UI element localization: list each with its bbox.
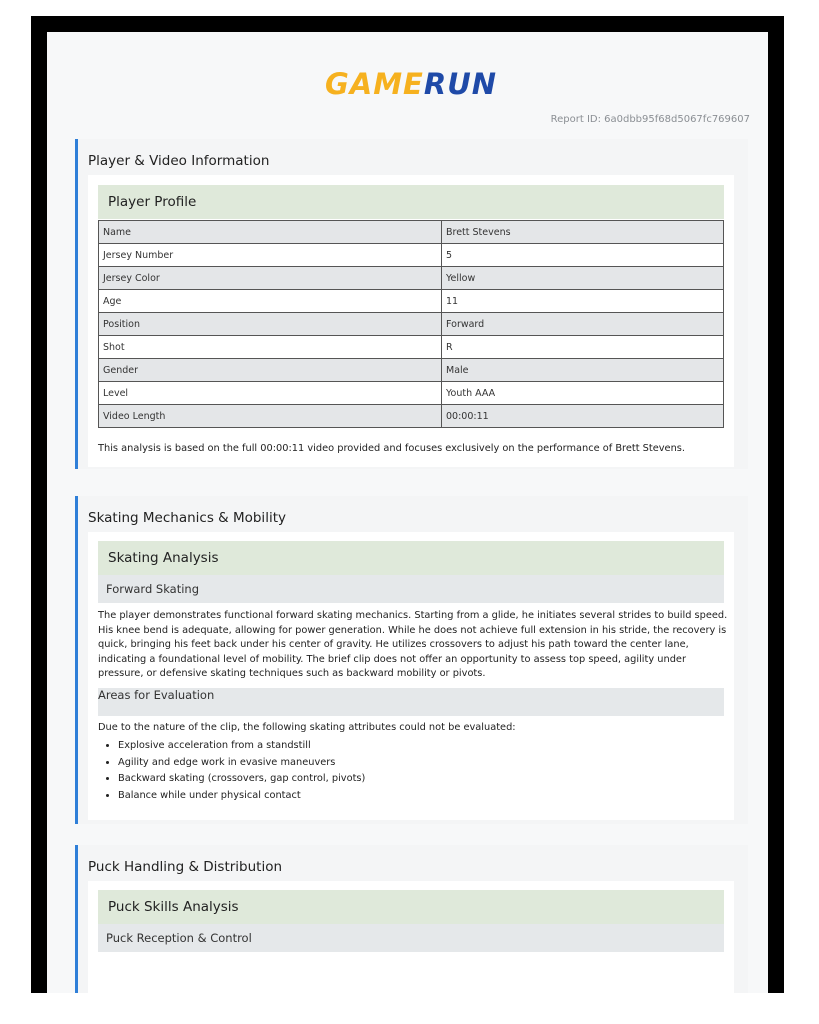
row-value: Brett Stevens	[442, 221, 724, 244]
row-value: R	[442, 336, 724, 359]
logo-part-game: GAME	[324, 67, 424, 101]
sub-header-puck-reception	[98, 924, 724, 952]
list-item: • Balance while under physical contact	[118, 788, 365, 805]
report-id: Report ID: 6a0dbb95f68d5067fc769607	[550, 114, 750, 125]
table-row	[99, 382, 724, 405]
row-value: Youth AAA	[442, 382, 724, 405]
row-label: Age	[99, 290, 442, 313]
document-frame	[31, 16, 784, 993]
table-row	[99, 336, 724, 359]
logo-part-run: RUN	[423, 67, 498, 101]
row-value: Forward	[442, 313, 724, 336]
table-row	[99, 221, 724, 244]
row-label: Jersey Color	[99, 267, 442, 290]
row-label: Level	[99, 382, 442, 405]
section-puck-handling	[75, 845, 748, 993]
row-label: Jersey Number	[99, 244, 442, 267]
sub-header-forward-skating	[98, 575, 724, 603]
row-label: Gender	[99, 359, 442, 382]
evaluation-intro: Due to the nature of the clip, the following skating attributes could not be evaluated:	[98, 722, 516, 733]
player-profile-card	[88, 175, 734, 467]
card-header	[98, 541, 724, 575]
row-value: Male	[442, 359, 724, 382]
table-row	[99, 244, 724, 267]
table-row	[99, 405, 724, 428]
row-value: Yellow	[442, 267, 724, 290]
sub-header-title: Puck Reception & Control	[106, 931, 252, 945]
card-title: Skating Analysis	[108, 550, 219, 566]
section-skating	[75, 496, 748, 824]
sub-header-title: Forward Skating	[106, 582, 199, 596]
sub-header-title: Areas for Evaluation	[98, 688, 215, 702]
section-title: Player & Video Information	[88, 153, 270, 169]
row-value: 00:00:11	[442, 405, 724, 428]
table-row	[99, 359, 724, 382]
list-item: • Agility and edge work in evasive maneuvers	[118, 755, 365, 772]
puck-skills-card	[88, 881, 734, 993]
row-label: Shot	[99, 336, 442, 359]
list-item: • Explosive acceleration from a standstill	[118, 738, 365, 755]
player-profile-table	[98, 220, 724, 428]
analysis-note: This analysis is based on the full 00:00:11 video provided and focuses exclusively on the performance of Brett Stevens.	[98, 443, 686, 454]
section-player-info	[75, 139, 748, 469]
card-title: Puck Skills Analysis	[108, 899, 239, 915]
card-header	[98, 185, 724, 219]
table-row	[99, 290, 724, 313]
row-label: Video Length	[99, 405, 442, 428]
skating-body-text: The player demonstrates functional forward skating mechanics. Starting from a glide, he initiates several strides to build speed. His knee bend is adequate, allowing for power generation. While he does not achieve full extension in his stride, the recovery is quick, bringing his feet back under his center of gravity. He utilizes crossovers to adjust his path toward the center lane, indicating a foundational level of mobility. The brief clip does not offer an opportunity to assess top speed, agility under pressure, or defensive skating techniques such as backward mobility or pivots.	[98, 610, 728, 679]
gamerun-logo	[311, 64, 511, 104]
section-title: Puck Handling & Distribution	[88, 859, 283, 875]
row-label: Position	[99, 313, 442, 336]
list-item: • Backward skating (crossovers, gap control, pivots)	[118, 771, 365, 788]
table-row	[99, 267, 724, 290]
skating-analysis-card	[88, 532, 734, 820]
card-header	[98, 890, 724, 924]
section-title: Skating Mechanics & Mobility	[88, 510, 286, 526]
sub-header-areas-for-evaluation	[98, 688, 724, 716]
card-title: Player Profile	[108, 194, 197, 210]
row-value: 11	[442, 290, 724, 313]
row-label: Name	[99, 221, 442, 244]
evaluation-list	[98, 738, 365, 804]
report-page	[47, 32, 768, 993]
row-value: 5	[442, 244, 724, 267]
table-row	[99, 313, 724, 336]
